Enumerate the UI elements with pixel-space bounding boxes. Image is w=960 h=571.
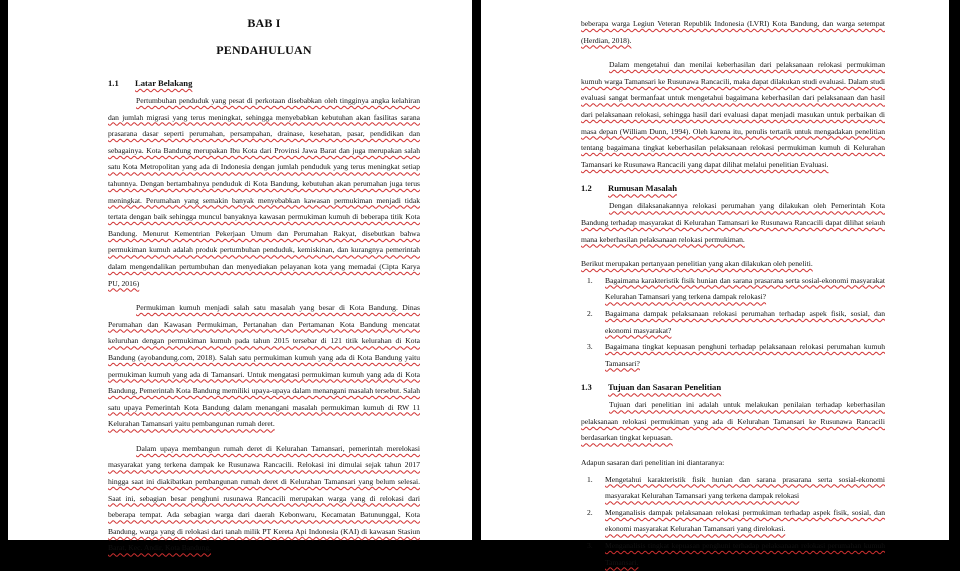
section-number: 1.2 xyxy=(581,183,592,194)
paragraph: Tujuan dari penelitian ini adalah untuk melakukan penilaian terhadap keberhasilan pelaksanaan relokasi permukiman yang ada di Kelurahan Tamansari ke Rusunawa Rancacili berdasarkan tingkat kepuasan. xyxy=(581,400,885,443)
section-heading-1-3 xyxy=(581,382,885,392)
section-title: Latar Belakang xyxy=(135,78,193,88)
research-questions-list xyxy=(581,273,885,373)
list-item: 3. Bagaimana tingkat kepuasan penghuni terhadap pelaksanaan relokasi perumahan kumuh Tamansari? xyxy=(587,342,885,368)
list-item: 3. Menganalisis tingkat kepuasan penghuni terhadap pelaksanaan relokasi perumahan kumuh Tamansari. xyxy=(587,541,885,567)
section-heading-1-2 xyxy=(581,183,885,193)
chapter-title: BAB I xyxy=(247,16,281,30)
page-left xyxy=(8,0,472,553)
list-item: 1. Bagaimana karakteristik fisik hunian dan sarana prasarana serta sosial-ekonomi masyarakat Kelurahan Tamansari yang terkena dampak relokasi? xyxy=(587,275,885,302)
list-item: 2. Menganalisis dampak pelaksanaan relokasi permukiman terhadap aspek fisik, sosial, dan ekonomi masyarakat Kelurahan Tamansari yang direlokasi. xyxy=(587,507,885,534)
section-number: 1.1 xyxy=(108,78,119,88)
section-heading-1-1 xyxy=(108,78,420,88)
paragraph: Dengan dilaksanakannya relokasi perumahan yang dilakukan oleh Pemerintah Kota Bandung terhadap masyarakat di Kelurahan Tamansari ke Rusunawa Rancacili dapat dilihat seiauh mana keberhasilan pelaksanaan relokasi permukiman. xyxy=(581,201,885,244)
paragraph: beberapa warga Legiun Veteran Republik Indonesia (LVRI) Kota Bandung, dan warga setempat (Herdian, 2018). xyxy=(581,19,885,45)
paragraph: Pertumbuhan penduduk yang pesat di perkotaan disebabkan oleh tingginya angka kelahiran dan jumlah migrasi yang terus meningkat, sehingga menyebabkan kebutuhan akan fasilitas sarana prasarana dasar seperti perumahan, persampahan, drainase, kesehatan, pasar, pendidikan dan sebagainya. Kota Bandung merupakan Ibu Kota dari Provinsi Jawa Barat dan juga merupakan salah satu Kota Metropolitan yang ada di Indonesia dengan jumlah penduduk yang terus meningkat setiap tahunnya. Dengan bertambahnya penduduk di Kota Bandung, kebutuhan akan perumahan juga terus meningkat. Perumahan yang semakin banyak menyebabkan kawasan permukiman menjadi tidak tertata dengan baik sehingga muncul banyaknya kawasan permukiman kumuh di beberapa titik Kota Bandung. Menurut Kementrian Pekerjaan Umum dan Perumahan Rakyat, disebutkan bahwa permukiman kumuh adalah produk pertumbuhan penduduk, kemiskinan, dan kurangnya pemerintah dalam mengendalikan pertumbuhan dan menyediakan pelayanan kota yang memadai (Cipta Karya PU, 2016) xyxy=(108,96,420,288)
page-right xyxy=(481,0,949,567)
paragraph: Dalam upaya membangun rumah deret di Kelurahan Tamansari, pemerintah merelokasi masyarakat yang terkena dampak ke Rusunawa Rancacili. Relokasi ini dimulai sejak tahun 2017 hingga saat ini diakibatkan pembangunan rumah deret di Kelurahan Tamansari yang belum selesai. Saat ini, sebagian besar penghuni rusunawa Rancacili merupakan warga yang di relokasi dari beberapa tempat. Ada sebagian warga dari daerah Kebonwaru, Kecamatan Batununggal, Kota Bandung, warga yang di relokasi dari tanah milik PT Kereta Api Indonesia (KAI) di kawasan Stasiun Barat, Kec. Andir, Kota Bandung, xyxy=(108,443,420,553)
paragraph: Dalam mengetahui dan menilai keberhasilan dari pelaksanaan relokasi permukiman kumuh warga Tamansari ke Rusunawa Rancacili, maka dapat dilakukan studi evaluasi. Dalam studi evaluasi sangat bermanfaat untuk mengetahui bagaimana keberhasilan dari pelaksanaan dan hasil dari pelaksanaan relokasi, sehingga hasil dari evaluasi dapat menjadi masukan untuk perbaikan di masa depan (William Dunn, 1994). Oleh karena itu, penulis tertarik untuk mengadakan penelitian tentang bagaimana tingkat keberhasilan pelaksanaan relokasi permukiman kumuh di Kelurahan Tamansari ke Rusunawa Rancacili yang dapat dilihat melalui penelitian Evaluasi. xyxy=(581,60,885,169)
section-title: Tujuan dan Sasaran Penelitian xyxy=(608,382,722,393)
paragraph: Berikut merupakan pertanyaan penelitian yang akan dilakukan oleh peneliti. xyxy=(581,259,813,269)
section-title: Rumusan Masalah xyxy=(608,183,678,194)
research-objectives-list xyxy=(581,472,885,571)
list-item: 1. Mengetahui karakteristik fisik hunian dan sarana prasarana serta sosial-ekonomi masyarakat Kelurahan Tamansari yang terkena dampak relokasi xyxy=(587,474,885,501)
paragraph: Adapun sasaran dari penelitian ini diantaranya: xyxy=(581,458,725,468)
section-number: 1.3 xyxy=(581,382,592,393)
paragraph: Permukiman kumuh menjadi salah satu masalah yang besar di Kota Bandung. Dinas Perumahan dan Kawasan Permukiman, Pertanahan dan Pertamanan Kota Bandung mencatat keluruhan dengan permukiman kumuh pada tahun 2015 tersebar di 121 titik kelurahan di Kota Bandung (ayobandung.com, 2018). Salah satu permukiman kumuh yang ada di Kota Bandung yaitu permukiman kumuh yang ada di Tamansari. Untuk mengatasi permukiman kumuh yang ada di Kota Bandung, Pemerintah Kota Bandung memiliki upaya-upaya dalam menangani masalah tersebut. Salah satu upaya Pemerintah Kota Bandung dalam menangani masalah permukiman kumuh di RW 11 Kelurahan Tamansari yaitu pembangunan rumah deret. xyxy=(108,303,420,429)
chapter-subtitle: PENDAHULUAN xyxy=(216,43,312,57)
list-item: 2. Bagaimana dampak pelaksanaan relokasi perumahan terhadap aspek fisik, sosial, dan ekonomi masyarakat? xyxy=(587,308,885,335)
